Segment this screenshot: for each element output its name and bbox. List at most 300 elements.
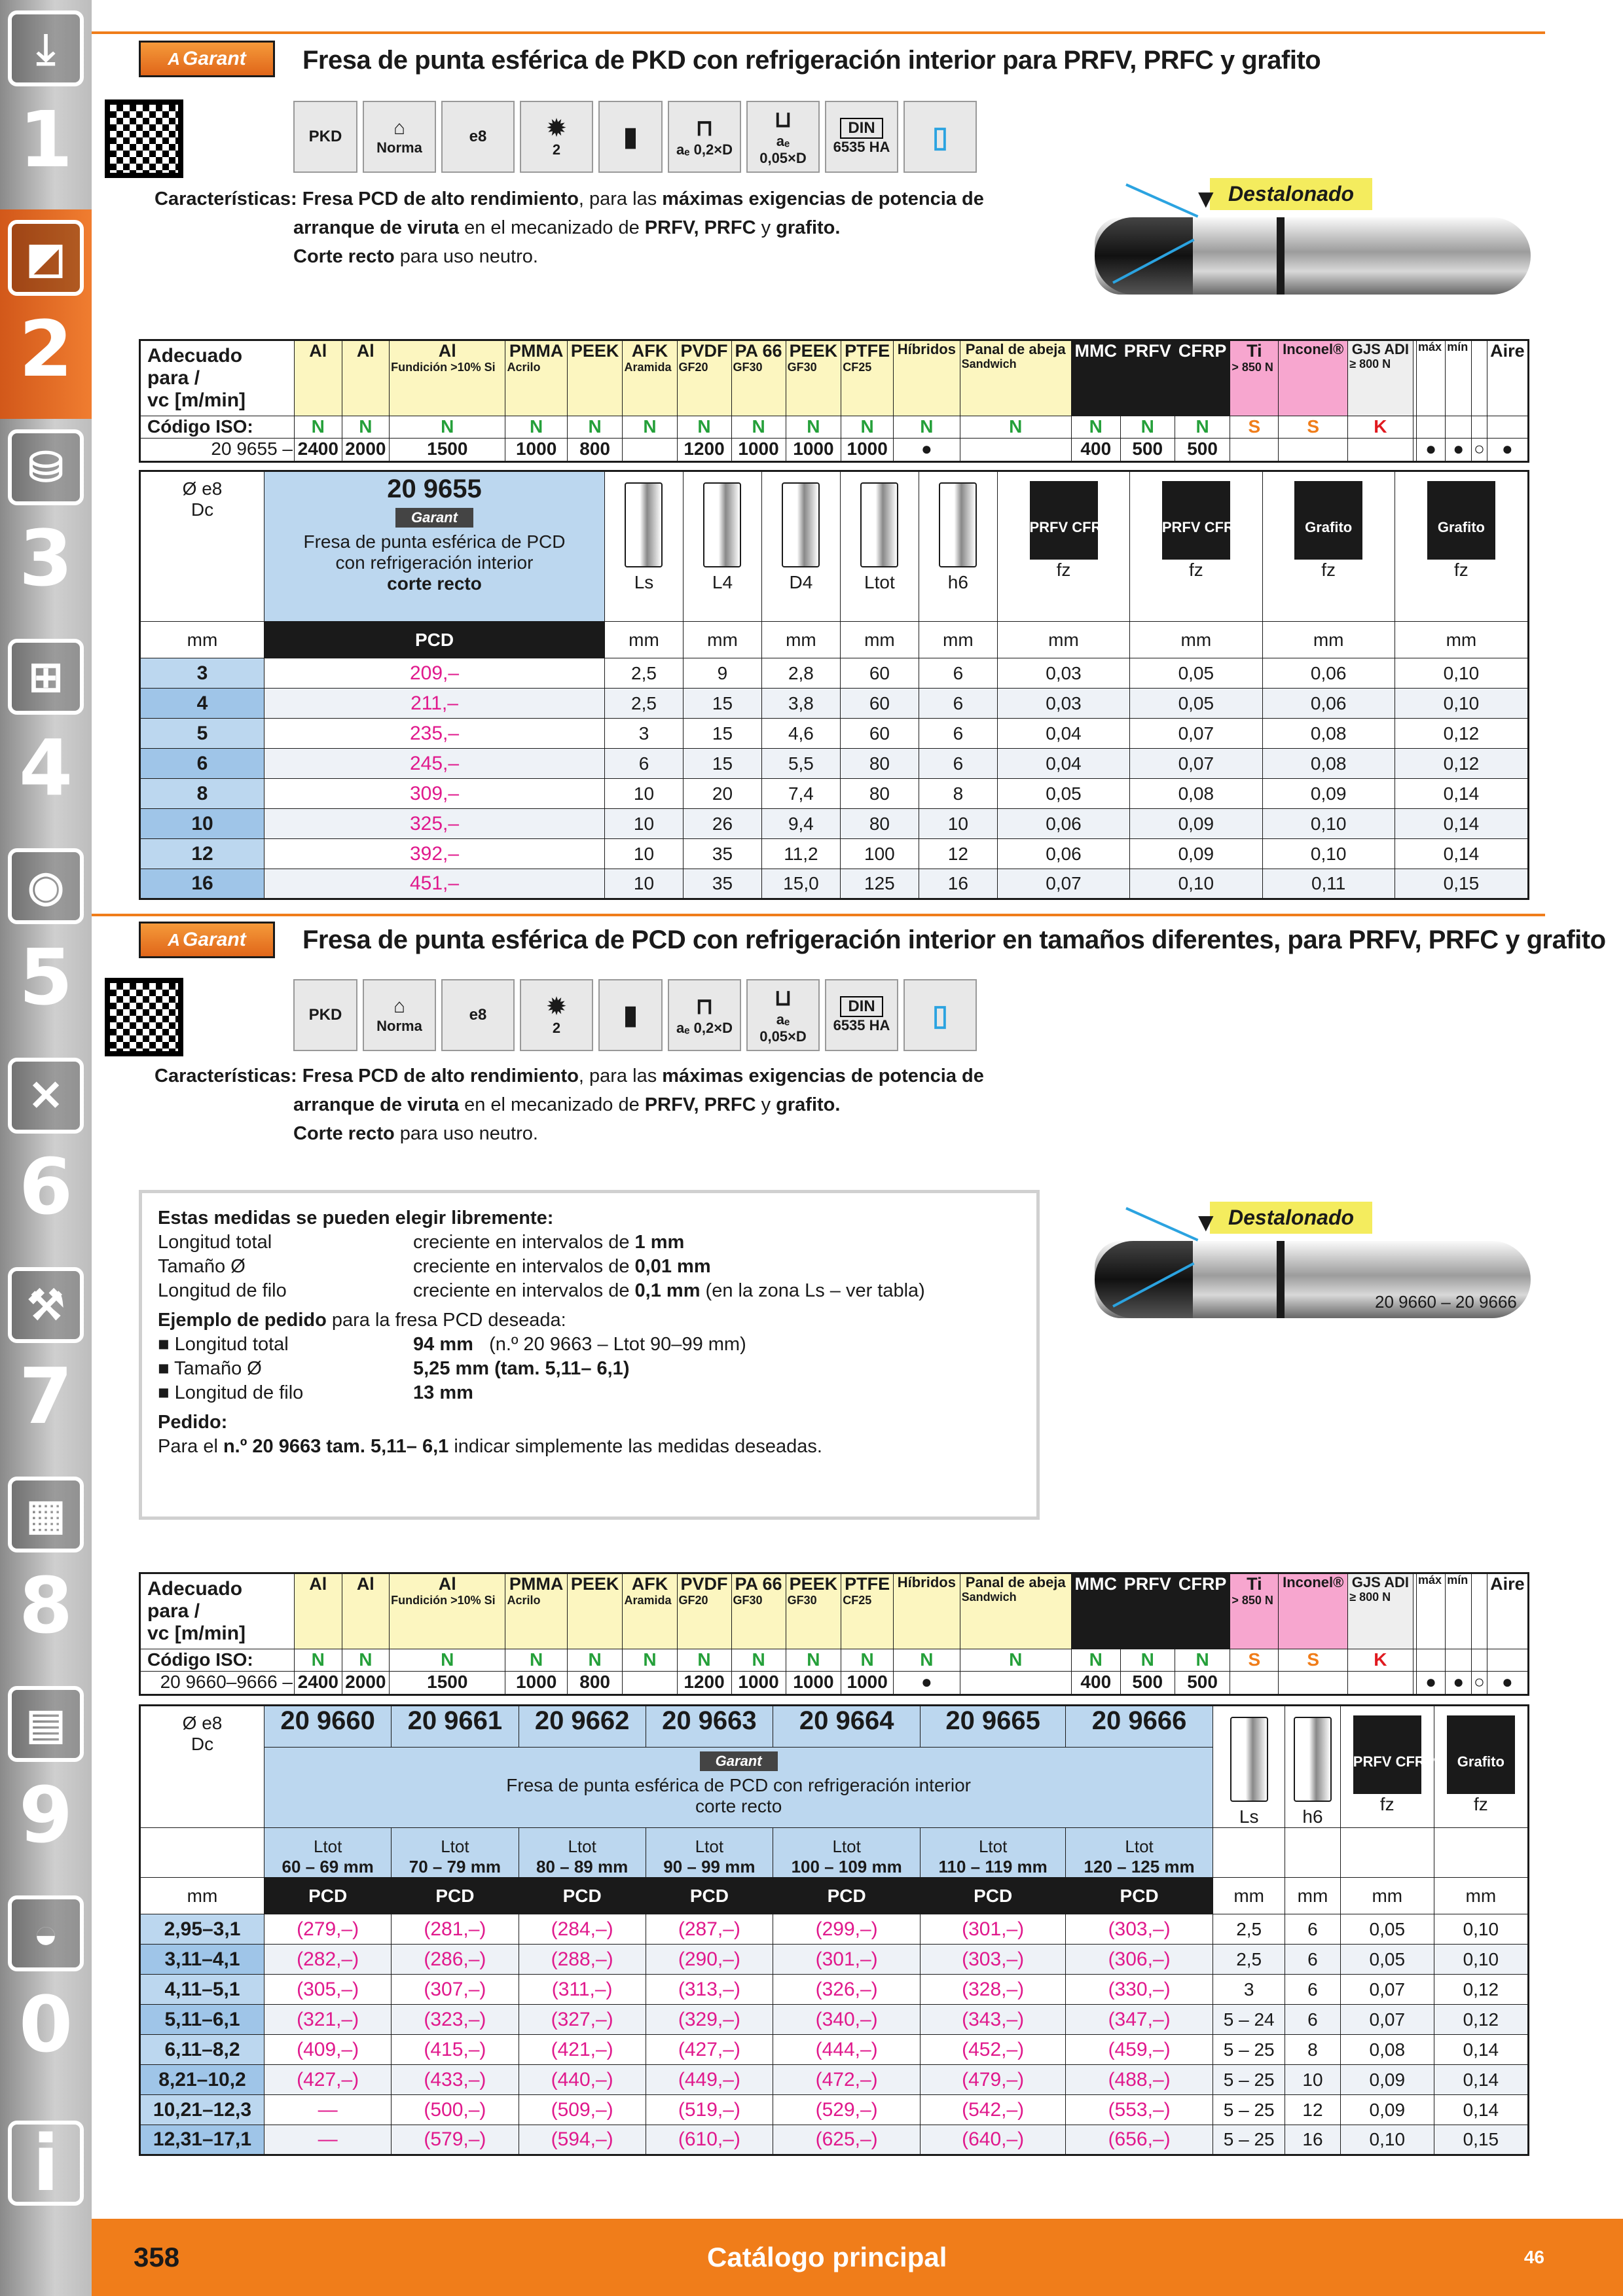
table-cell: 0,10 bbox=[1262, 809, 1395, 839]
table-row bbox=[140, 1945, 1529, 1975]
iso-code: N bbox=[677, 1649, 731, 1672]
price-cell: — bbox=[264, 2125, 392, 2155]
table-cell: 0,07 bbox=[1340, 1975, 1434, 2005]
iso-code: K bbox=[1348, 416, 1413, 439]
sidebar-chapter-4[interactable] bbox=[0, 838, 92, 1047]
table-cell: 3 bbox=[1213, 1975, 1285, 2005]
vc-value: ● bbox=[1487, 1672, 1528, 1695]
vc-value: ● bbox=[1446, 1672, 1472, 1695]
vc-value: 1000 bbox=[841, 1672, 894, 1695]
ltot-range: Ltot 100 – 109 mm bbox=[773, 1828, 921, 1878]
qr-code[interactable] bbox=[105, 99, 183, 178]
table-cell: 10 bbox=[140, 809, 264, 839]
table-cell: 0,10 bbox=[1130, 869, 1262, 899]
iso-code bbox=[1472, 1649, 1487, 1672]
material-icon: PRFV CFRP bbox=[1353, 1715, 1421, 1794]
price-cell: (519,–) bbox=[646, 2095, 773, 2125]
ball-end-icon: ▮ bbox=[598, 101, 663, 173]
material-column: MMC bbox=[1071, 340, 1120, 416]
table-cell: 6 bbox=[1285, 2005, 1341, 2035]
table-cell: 3 bbox=[605, 719, 684, 749]
material-column: Aire bbox=[1487, 1573, 1528, 1649]
table-cell: 5 – 25 bbox=[1213, 2035, 1285, 2065]
vc-value: 400 bbox=[1071, 439, 1120, 462]
table-cell: 0,05 bbox=[1130, 658, 1262, 689]
material-column: CFRP bbox=[1175, 1573, 1230, 1649]
vc-value: 2400 bbox=[295, 439, 342, 462]
table-cell: 2,5 bbox=[1213, 1914, 1285, 1945]
table-cell: 5 – 24 bbox=[1213, 2005, 1285, 2035]
table-cell: 0,05 bbox=[997, 779, 1129, 809]
material-column: Panal de abeja Sandwich bbox=[960, 1573, 1071, 1649]
price-cell: (284,–) bbox=[519, 1914, 646, 1945]
products-table-2 bbox=[139, 1704, 1529, 2156]
table-row bbox=[140, 869, 1529, 899]
ltot-range: Ltot 70 – 79 mm bbox=[392, 1828, 519, 1878]
material-column: Híbridos bbox=[894, 340, 960, 416]
table-cell: 6 bbox=[919, 658, 997, 689]
table-cell: 0,11 bbox=[1262, 869, 1395, 899]
table-cell: 0,14 bbox=[1434, 2065, 1528, 2095]
table-cell: 20 bbox=[683, 779, 761, 809]
price-cell: (444,–) bbox=[773, 2035, 921, 2065]
table-cell bbox=[140, 1828, 264, 1878]
table-cell: 0,07 bbox=[1340, 2005, 1434, 2035]
cabinet-icon: ▤ bbox=[8, 1686, 84, 1762]
material-column: Híbridos bbox=[894, 1573, 960, 1649]
table-cell: 0,07 bbox=[1130, 749, 1262, 779]
iso-code: N bbox=[1071, 416, 1120, 439]
vc-value: ● bbox=[1417, 439, 1446, 462]
table-cell: 0,14 bbox=[1395, 779, 1528, 809]
table-cell: 60 bbox=[840, 658, 919, 689]
sidebar-chapter-3[interactable] bbox=[0, 628, 92, 838]
unit: mm bbox=[1285, 1878, 1341, 1914]
spec-header: Ltot bbox=[840, 471, 919, 622]
iso-code: S bbox=[1230, 1649, 1279, 1672]
orange-divider bbox=[92, 914, 1545, 916]
material-icon: Grafito bbox=[1294, 481, 1362, 560]
vc-value: 500 bbox=[1120, 1672, 1175, 1695]
price-cell: (306,–) bbox=[1065, 1945, 1213, 1975]
sidebar-chapter-number: 6 bbox=[18, 1141, 73, 1232]
vc-value: 1200 bbox=[677, 1672, 731, 1695]
material-column: Al bbox=[342, 1573, 390, 1649]
sidebar-chapter-number: 7 bbox=[18, 1351, 73, 1441]
iso-code: N bbox=[731, 416, 786, 439]
iso-code: N bbox=[342, 416, 390, 439]
iso-code: S bbox=[1230, 416, 1279, 439]
vc-value: 1500 bbox=[390, 1672, 505, 1695]
table-cell: 5 – 25 bbox=[1213, 2125, 1285, 2155]
table-cell bbox=[1340, 1828, 1434, 1878]
table-cell: 0,12 bbox=[1434, 1975, 1528, 2005]
section1-title: Fresa de punta esférica de PKD con refrigeración interior para PRFV, PRFC y grafito bbox=[302, 46, 1321, 75]
price-cell: (281,–) bbox=[392, 1914, 519, 1945]
sidebar-chapter-7[interactable] bbox=[0, 1466, 92, 1676]
table-cell: 12,31–17,1 bbox=[140, 2125, 264, 2155]
iso-code: N bbox=[894, 416, 960, 439]
table-cell: 2,8 bbox=[761, 658, 840, 689]
sidebar-chapter-0[interactable] bbox=[0, 0, 92, 209]
material-column: PMMA Acrilo bbox=[505, 340, 567, 416]
material-column: PVDF GF20 bbox=[677, 340, 731, 416]
table-cell: 12 bbox=[140, 839, 264, 869]
iso-code: N bbox=[342, 1649, 390, 1672]
pkd-icon: PKD bbox=[293, 979, 357, 1051]
section2-title: Fresa de punta esférica de PCD con refrigeración interior en tamaños diferentes, para PRFV, PRFC y grafito bbox=[302, 925, 1606, 954]
material-column: Inconel® bbox=[1279, 1573, 1348, 1649]
sidebar-chapter-number: 0 bbox=[18, 1979, 73, 2070]
price-cell: (303,–) bbox=[1065, 1914, 1213, 1945]
cutter-dimension-icon bbox=[860, 482, 898, 567]
cutter-dimension-icon bbox=[625, 482, 663, 567]
arrow-icon bbox=[1125, 1207, 1198, 1241]
price-cell: 209,– bbox=[264, 658, 605, 689]
table-cell: 0,05 bbox=[1130, 689, 1262, 719]
ae-005-icon: ⊔ aₑ 0,05×D bbox=[746, 979, 820, 1051]
iso-code: N bbox=[623, 416, 677, 439]
table-cell: 5 bbox=[140, 719, 264, 749]
material-column: mín bbox=[1446, 340, 1472, 416]
unit: mm bbox=[761, 622, 840, 658]
unit: mm bbox=[1395, 622, 1528, 658]
vc-value bbox=[960, 439, 1071, 462]
price-cell: (330,–) bbox=[1065, 1975, 1213, 2005]
vc-value: 2000 bbox=[342, 439, 390, 462]
price-cell: (279,–) bbox=[264, 1914, 392, 1945]
vc-value: ● bbox=[1446, 439, 1472, 462]
iso-code: N bbox=[960, 1649, 1071, 1672]
table-cell: 0,06 bbox=[997, 809, 1129, 839]
tolerance-e8-icon: e8 bbox=[441, 979, 515, 1051]
table-cell: 2,5 bbox=[605, 658, 684, 689]
price-cell: 309,– bbox=[264, 779, 605, 809]
custom-sizes-box: Estas medidas se pueden elegir libremente: Longitud total creciente en intervalos de 1 mm Tamaño Ø creciente en intervalos de 0,01 mm Longitud de filo creciente en intervalos de 0,1 mm (en la zona Ls – ver tabla) Ejemplo de pedido para la fresa PCD deseada: ■ Longitud total 94 mm (n.º 20 9663 – Ltot 90–99 mm) ■ Tamaño Ø 5,25 mm (tam. 5,11– 6,1) ■ Longitud de filo 13 mm Pedido: Para el n.º 20 9663 tam. 5,11– 6,1 indicar simplemente las medidas deseadas. bbox=[139, 1190, 1040, 1520]
ltot-range: Ltot 120 – 125 mm bbox=[1065, 1828, 1213, 1878]
table-cell: 4 bbox=[140, 689, 264, 719]
iso-code bbox=[1487, 416, 1528, 439]
iso-code: N bbox=[567, 1649, 623, 1672]
spec-header: L4 bbox=[683, 471, 761, 622]
price-cell: 392,– bbox=[264, 839, 605, 869]
table-cell: 5,5 bbox=[761, 749, 840, 779]
spec-header: Grafito fz bbox=[1395, 471, 1528, 622]
unit: mm bbox=[997, 622, 1129, 658]
material-column: PTFE CF25 bbox=[841, 1573, 894, 1649]
materials-table-1 bbox=[139, 339, 1529, 463]
spec-header: Ls bbox=[605, 471, 684, 622]
materials-table-2 bbox=[139, 1572, 1529, 1696]
pcd-label: PCD bbox=[646, 1878, 773, 1914]
table-cell: 10 bbox=[605, 809, 684, 839]
price-cell: (299,–) bbox=[773, 1914, 921, 1945]
price-cell: 211,– bbox=[264, 689, 605, 719]
unit: mm bbox=[683, 622, 761, 658]
units-row bbox=[140, 1878, 1529, 1914]
vc-value: ● bbox=[1417, 1672, 1446, 1695]
article-code: 20 9660 bbox=[264, 1706, 392, 1748]
page-footer bbox=[92, 2219, 1623, 2296]
table-cell: 0,10 bbox=[1434, 1914, 1528, 1945]
article-code: 20 9662 bbox=[519, 1706, 646, 1748]
table-cell: 8 bbox=[140, 779, 264, 809]
cutter-dimension-icon bbox=[1294, 1717, 1332, 1802]
iso-code: N bbox=[1120, 1649, 1175, 1672]
material-column: PMMA Acrilo bbox=[505, 1573, 567, 1649]
table-cell: 6 bbox=[919, 719, 997, 749]
iso-code: N bbox=[894, 1649, 960, 1672]
table-cell: 8 bbox=[1285, 2035, 1341, 2065]
price-cell: (479,–) bbox=[921, 2065, 1066, 2095]
sidebar-chapter-5[interactable] bbox=[0, 1047, 92, 1257]
garant-logo: A Garant bbox=[139, 41, 275, 77]
table-cell: 0,10 bbox=[1395, 689, 1528, 719]
table-cell: 2,5 bbox=[1213, 1945, 1285, 1975]
cutter-dimension-icon bbox=[782, 482, 820, 567]
price-cell: (301,–) bbox=[773, 1945, 921, 1975]
material-column: Al bbox=[295, 340, 342, 416]
table-cell: 80 bbox=[840, 779, 919, 809]
products-table-1 bbox=[139, 470, 1529, 900]
unit: mm bbox=[1262, 622, 1395, 658]
price-cell: (449,–) bbox=[646, 2065, 773, 2095]
table-cell: 0,10 bbox=[1434, 1945, 1528, 1975]
table-cell: 9,4 bbox=[761, 809, 840, 839]
vc-row bbox=[140, 439, 1529, 462]
material-column: Inconel® bbox=[1279, 340, 1348, 416]
material-column: máx bbox=[1417, 1573, 1446, 1649]
article-code: 20 9661 bbox=[392, 1706, 519, 1748]
table-cell: 0,04 bbox=[997, 719, 1129, 749]
vc-value: 800 bbox=[567, 1672, 623, 1695]
table-cell: 0,14 bbox=[1434, 2095, 1528, 2125]
sidebar-chapter-number: 2 bbox=[18, 304, 73, 394]
spec-header: PRFV CFRP fz bbox=[1340, 1706, 1434, 1828]
table-cell: 0,12 bbox=[1395, 719, 1528, 749]
table-cell: 35 bbox=[683, 839, 761, 869]
flutes-icon: ✹ 2 bbox=[520, 101, 593, 173]
table-row bbox=[140, 689, 1529, 719]
sidebar-chapter-8[interactable] bbox=[0, 1676, 92, 1885]
table-row bbox=[140, 2095, 1529, 2125]
table-cell: 10 bbox=[919, 809, 997, 839]
price-cell: (327,–) bbox=[519, 2005, 646, 2035]
price-cell: 245,– bbox=[264, 749, 605, 779]
iso-code: N bbox=[1175, 1649, 1230, 1672]
table-cell: 0,06 bbox=[1262, 658, 1395, 689]
vc-row bbox=[140, 1672, 1529, 1695]
dc-header: Ø e8 Dc bbox=[140, 1706, 264, 1828]
material-column: PRFV bbox=[1120, 1573, 1175, 1649]
vc-value bbox=[623, 1672, 677, 1695]
ae-005-icon: ⊔ aₑ 0,05×D bbox=[746, 101, 820, 173]
range-code: 20 9660 – 20 9666 bbox=[1375, 1292, 1517, 1312]
product-header: 20 9655 Garant Fresa de punta esférica de PCD con refrigeración interior corte recto bbox=[264, 471, 605, 622]
price-cell: (640,–) bbox=[921, 2125, 1066, 2155]
price-cell: (427,–) bbox=[264, 2065, 392, 2095]
table-cell: 0,15 bbox=[1434, 2125, 1528, 2155]
table-cell: 0,05 bbox=[1340, 1914, 1434, 1945]
cutter-tip bbox=[1095, 1241, 1193, 1318]
table-row bbox=[140, 2035, 1529, 2065]
unit: mm bbox=[605, 622, 684, 658]
table-cell: 15,0 bbox=[761, 869, 840, 899]
table-cell: 6 bbox=[919, 689, 997, 719]
table-cell: 0,14 bbox=[1395, 839, 1528, 869]
table-cell: 0,09 bbox=[1130, 839, 1262, 869]
price-cell: (488,–) bbox=[1065, 2065, 1213, 2095]
destalonado-label: Destalonado bbox=[1210, 178, 1372, 210]
table-cell: 0,09 bbox=[1130, 809, 1262, 839]
vc-value: 2000 bbox=[342, 1672, 390, 1695]
table-cell: 4,11–5,1 bbox=[140, 1975, 264, 2005]
iso-code bbox=[1417, 416, 1446, 439]
features-section2: Características: Fresa PCD de alto rendimiento, para las máximas exigencias de potencia de arranque de viruta en el mecanizado de PRFV, PRFC y grafito. Corte recto para uso neutro. bbox=[155, 1066, 984, 1144]
table-cell: 0,06 bbox=[1262, 689, 1395, 719]
price-cell: (305,–) bbox=[264, 1975, 392, 2005]
footer-title: Catálogo principal bbox=[707, 2242, 947, 2272]
table-cell: 6,11–8,2 bbox=[140, 2035, 264, 2065]
table-cell: 0,04 bbox=[997, 749, 1129, 779]
price-cell: (579,–) bbox=[392, 2125, 519, 2155]
coolant-icon: ▯ bbox=[903, 979, 977, 1051]
arrow-icon bbox=[1125, 183, 1198, 217]
sidebar-chapter-10[interactable] bbox=[0, 2094, 92, 2296]
material-column: PRFV bbox=[1120, 340, 1175, 416]
iso-code: K bbox=[1348, 1649, 1413, 1672]
table-cell: 0,12 bbox=[1434, 2005, 1528, 2035]
iso-code: N bbox=[390, 1649, 505, 1672]
vc-value: 2400 bbox=[295, 1672, 342, 1695]
iso-code: N bbox=[295, 416, 342, 439]
table-cell: 0,08 bbox=[1130, 779, 1262, 809]
table-row bbox=[140, 809, 1529, 839]
iso-label: Código ISO: bbox=[140, 1649, 295, 1672]
table-cell: 5 – 25 bbox=[1213, 2065, 1285, 2095]
material-column: Al Fundición >10% Si bbox=[390, 340, 505, 416]
sidebar-chapter-2[interactable] bbox=[0, 419, 92, 628]
table-cell: 8,21–10,2 bbox=[140, 2065, 264, 2095]
materials-label: Adecuado para / vc [m/min] bbox=[140, 340, 295, 416]
din-icon: DIN 6535 HA bbox=[825, 979, 898, 1051]
cutter-ring bbox=[1277, 217, 1285, 295]
cutter-dimension-icon bbox=[703, 482, 741, 567]
vc-value bbox=[1348, 1672, 1413, 1695]
vc-value bbox=[1230, 1672, 1279, 1695]
material-column: máx bbox=[1417, 340, 1446, 416]
table-row bbox=[140, 719, 1529, 749]
factory-standard-icon: ⌂ Norma bbox=[363, 101, 436, 173]
ball-end-icon: ▮ bbox=[598, 979, 663, 1051]
table-cell: 0,03 bbox=[997, 658, 1129, 689]
table-cell: 16 bbox=[140, 869, 264, 899]
table-cell: 0,14 bbox=[1395, 809, 1528, 839]
unit: mm bbox=[840, 622, 919, 658]
iso-code: N bbox=[1071, 1649, 1120, 1672]
price-cell: (415,–) bbox=[392, 2035, 519, 2065]
materials-header-row bbox=[140, 340, 1529, 416]
table-cell bbox=[1285, 1828, 1341, 1878]
table-cell: 100 bbox=[840, 839, 919, 869]
price-cell: (282,–) bbox=[264, 1945, 392, 1975]
iso-code: N bbox=[786, 416, 841, 439]
price-cell: (347,–) bbox=[1065, 2005, 1213, 2035]
iso-code: N bbox=[677, 416, 731, 439]
iso-code bbox=[1487, 1649, 1528, 1672]
table-cell: 6 bbox=[1285, 1975, 1341, 2005]
ae-02-icon: ⊓ aₑ 0,2×D bbox=[668, 101, 741, 173]
table-cell: 2,5 bbox=[605, 689, 684, 719]
vc-value: 1000 bbox=[786, 439, 841, 462]
table-cell: 0,06 bbox=[997, 839, 1129, 869]
tolerance-e8-icon: e8 bbox=[441, 101, 515, 173]
sidebar-chapter-1[interactable] bbox=[0, 209, 92, 419]
vc-value: 1200 bbox=[677, 439, 731, 462]
table-cell: 0,09 bbox=[1340, 2065, 1434, 2095]
article-code: 20 9665 bbox=[921, 1706, 1066, 1748]
table-cell: 0,10 bbox=[1340, 2125, 1434, 2155]
price-cell: (542,–) bbox=[921, 2095, 1066, 2125]
material-icon: Grafito bbox=[1447, 1715, 1515, 1794]
dc-header: Ø e8 Dc bbox=[140, 471, 264, 622]
vc-value: 1000 bbox=[505, 439, 567, 462]
qr-code[interactable] bbox=[105, 978, 183, 1056]
sidebar-chapter-number: 9 bbox=[18, 1770, 73, 1860]
table-cell: 0,08 bbox=[1262, 749, 1395, 779]
drill-icon: ⤓ bbox=[8, 10, 84, 86]
table-cell: 5,11–6,1 bbox=[140, 2005, 264, 2035]
cutter-dimension-icon bbox=[939, 482, 977, 567]
table-cell: 0,15 bbox=[1395, 869, 1528, 899]
table-cell: 16 bbox=[919, 869, 997, 899]
safety-glasses-icon: ◒ bbox=[8, 1895, 84, 1971]
table-cell: 0,14 bbox=[1434, 2035, 1528, 2065]
price-cell: (340,–) bbox=[773, 2005, 921, 2035]
table-cell: 6 bbox=[1285, 1914, 1341, 1945]
din-icon: DIN 6535 HA bbox=[825, 101, 898, 173]
table-cell bbox=[1434, 1828, 1528, 1878]
chuck-icon: ⛁ bbox=[8, 429, 84, 505]
price-cell: (287,–) bbox=[646, 1914, 773, 1945]
unit: mm bbox=[1340, 1878, 1434, 1914]
sidebar-chapter-number: 5 bbox=[18, 932, 73, 1022]
vc-value: ○ bbox=[1472, 1672, 1487, 1695]
price-cell: (553,–) bbox=[1065, 2095, 1213, 2125]
units-row bbox=[140, 622, 1529, 658]
table-cell: 80 bbox=[840, 749, 919, 779]
pcd-label: PCD bbox=[264, 1878, 392, 1914]
vc-value: ● bbox=[1487, 439, 1528, 462]
sidebar-chapter-6[interactable] bbox=[0, 1257, 92, 1466]
material-column: PEEK GF30 bbox=[786, 1573, 841, 1649]
table-cell: 4,6 bbox=[761, 719, 840, 749]
table-cell: 5 – 25 bbox=[1213, 2095, 1285, 2125]
table-row bbox=[140, 839, 1529, 869]
vc-value bbox=[1279, 1672, 1348, 1695]
ltot-range: Ltot 80 – 89 mm bbox=[519, 1828, 646, 1878]
article-code: 20 9660–9666 – bbox=[140, 1672, 295, 1695]
table-cell: 6 bbox=[605, 749, 684, 779]
vc-value: 1000 bbox=[841, 439, 894, 462]
vc-value bbox=[960, 1672, 1071, 1695]
iso-code: N bbox=[786, 1649, 841, 1672]
sidebar-chapter-9[interactable] bbox=[0, 1885, 92, 2094]
ltot-range: Ltot 90 – 99 mm bbox=[646, 1828, 773, 1878]
table-cell: 15 bbox=[683, 719, 761, 749]
ltot-range: Ltot 60 – 69 mm bbox=[264, 1828, 392, 1878]
table-cell: 80 bbox=[840, 809, 919, 839]
